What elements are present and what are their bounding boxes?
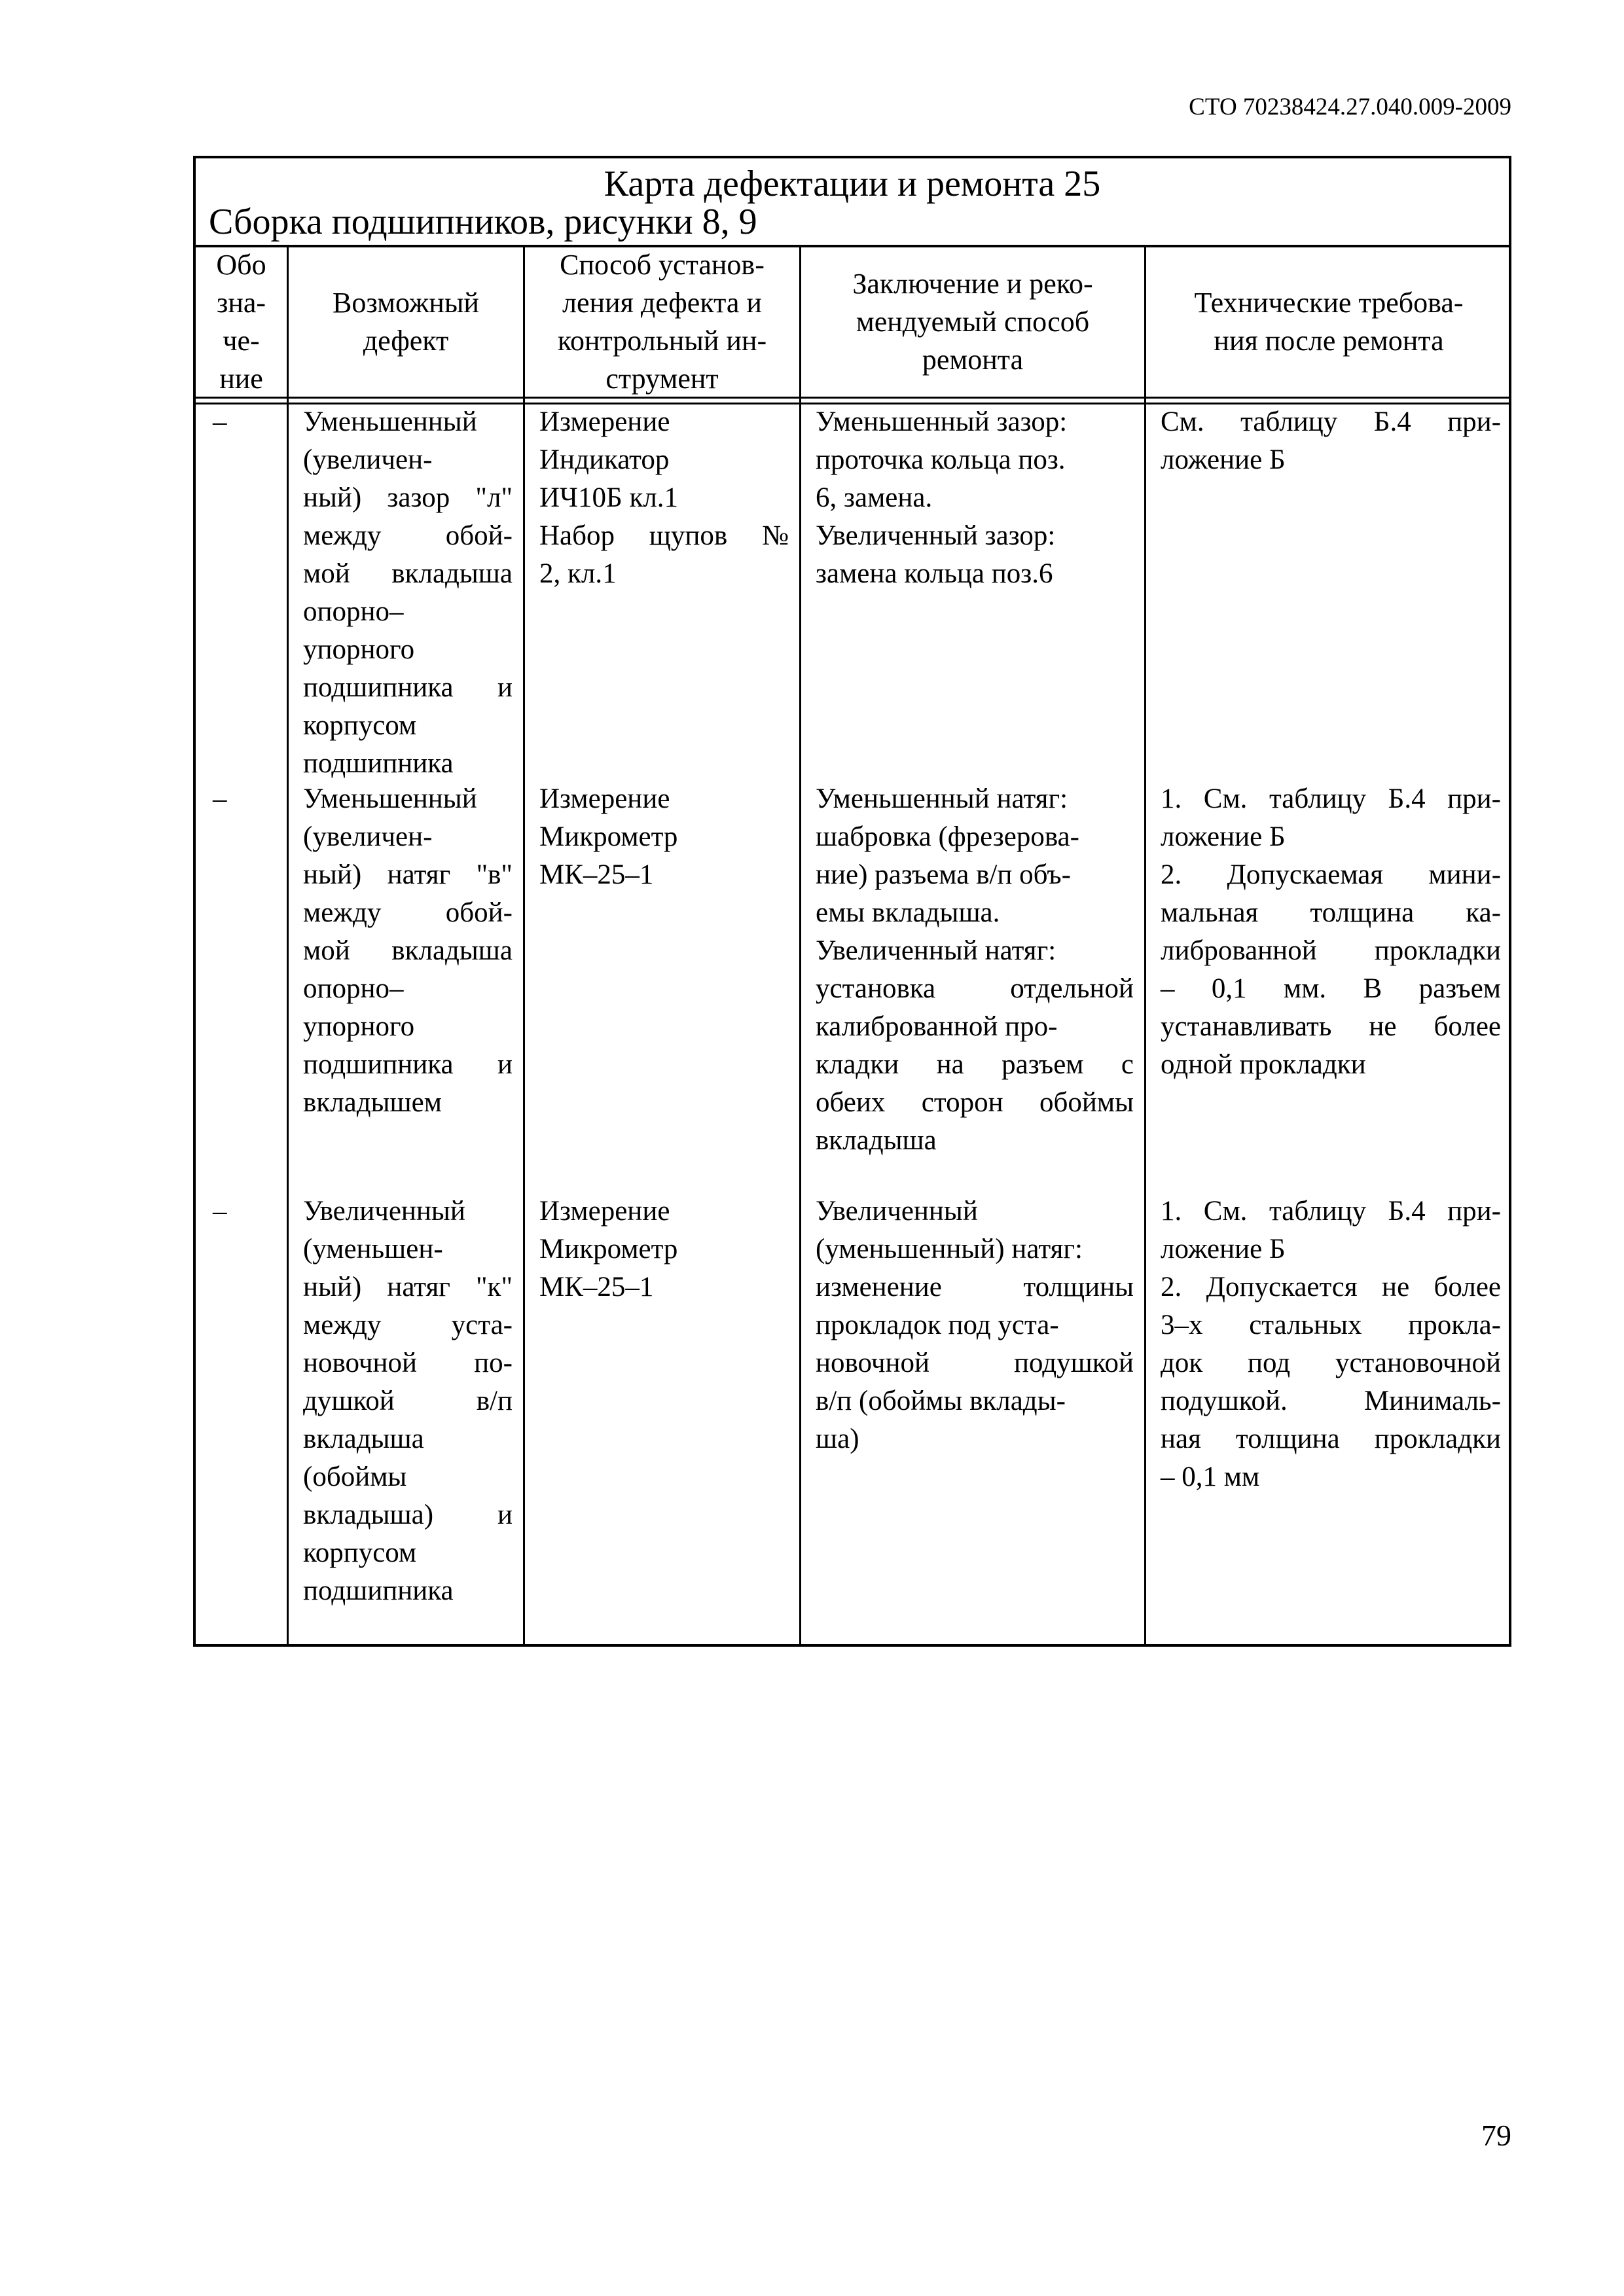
cell-text-line: Измерение xyxy=(539,1196,670,1227)
conclusion-cell xyxy=(816,403,1134,593)
header-designation xyxy=(196,247,287,397)
header-detection-method xyxy=(525,247,799,397)
column-divider xyxy=(799,245,801,1644)
cell-text-line: (обоймы xyxy=(303,1462,407,1492)
cell-text-line: подшипника и xyxy=(303,672,513,703)
cell-text-line: ная толщина прокладки xyxy=(1161,1424,1501,1454)
conclusion-cell xyxy=(816,780,1134,1160)
header-text-line: контрольный ин- xyxy=(557,325,767,357)
defect-card-table xyxy=(193,156,1511,1647)
method-cell xyxy=(539,403,789,593)
cell-text-line: Уменьшенный натяг: xyxy=(816,783,1068,814)
header-text-line: че- xyxy=(223,325,260,357)
cell-text-line: калиброванной про- xyxy=(816,1011,1058,1042)
cell-text-line: ложение Б xyxy=(1161,821,1286,852)
cell-text-line: подшипника и xyxy=(303,1049,513,1080)
cell-text-line: вкладыша xyxy=(303,1424,424,1454)
column-divider xyxy=(1144,245,1146,1644)
cell-text-line: См. таблицу Б.4 при- xyxy=(1161,406,1501,437)
designation-cell: – xyxy=(213,406,227,437)
cell-text-line: Индикатор xyxy=(539,444,670,475)
requirements-cell xyxy=(1161,780,1501,1084)
cell-text-line: изменение толщины xyxy=(816,1272,1134,1302)
cell-text-line: обеих сторон обоймы xyxy=(816,1087,1134,1118)
cell-text-line: опорно– xyxy=(303,596,404,627)
cell-text-line: Микрометр xyxy=(539,821,678,852)
cell-text-line: шабровка (фрезерова- xyxy=(816,821,1079,852)
cell-text-line: мальная толщина ка- xyxy=(1161,897,1501,928)
cell-text-line: Измерение xyxy=(539,783,670,814)
cell-text-line: 2, кл.1 xyxy=(539,558,617,589)
cell-text-line: – 0,1 мм xyxy=(1161,1462,1260,1492)
defect-cell xyxy=(303,780,513,1122)
cell-text-line: – 0,1 мм. В разъем xyxy=(1161,973,1501,1004)
designation-cell: – xyxy=(213,783,227,814)
cell-text-line: корпусом xyxy=(303,710,417,741)
page-number: 79 xyxy=(1481,2119,1511,2152)
header-conclusion xyxy=(801,247,1144,397)
cell-text-line: установка отдельной xyxy=(816,973,1134,1004)
cell-text-line: одной прокладки xyxy=(1161,1049,1366,1080)
cell-text-line: Увеличенный зазор: xyxy=(816,520,1056,551)
header-text-line: дефект xyxy=(363,325,449,357)
cell-text-line: (уменьшенный) натяг: xyxy=(816,1234,1083,1265)
cell-text-line: (увеличен- xyxy=(303,444,433,475)
header-text-line: струмент xyxy=(605,363,719,395)
header-text-line: ления дефекта и xyxy=(562,287,762,319)
cell-text-line: Уменьшенный xyxy=(303,783,477,814)
header-text-line: ния после ремонта xyxy=(1214,325,1444,357)
cell-text-line: проточка кольца поз. xyxy=(816,444,1066,475)
cell-text-line: 2. Допускаемая мини- xyxy=(1161,859,1501,890)
cell-text-line: замена кольца поз.6 xyxy=(816,558,1053,589)
cell-text-line: вкладыша xyxy=(816,1125,937,1156)
cell-text-line: подшипника xyxy=(303,1575,454,1606)
header-text-line: мендуемый способ xyxy=(856,306,1090,338)
cell-text-line: 2. Допускается не более xyxy=(1161,1272,1501,1302)
cell-text-line: Микрометр xyxy=(539,1234,678,1265)
cell-text-line: Уменьшенный зазор: xyxy=(816,406,1068,437)
cell-text-line: кладки на разъем с xyxy=(816,1049,1134,1080)
conclusion-cell xyxy=(816,1193,1134,1458)
cell-text-line: ша) xyxy=(816,1424,859,1454)
cell-text-line: между обой- xyxy=(303,520,513,551)
cell-text-line: док под установочной xyxy=(1161,1348,1501,1378)
method-cell xyxy=(539,1193,789,1306)
header-text-line: зна- xyxy=(216,287,266,319)
header-text-line: ремонта xyxy=(922,344,1024,376)
cell-text-line: ный) зазор "л" xyxy=(303,482,513,513)
card-subtitle: Сборка подшипников, рисунки 8, 9 xyxy=(209,202,757,242)
cell-text-line: Увеличенный xyxy=(303,1196,465,1227)
cell-text-line: опорно– xyxy=(303,973,404,1004)
cell-text-line: ние) разъема в/п объ- xyxy=(816,859,1071,890)
cell-text-line: прокладок под уста- xyxy=(816,1310,1059,1340)
cell-text-line: ложение Б xyxy=(1161,444,1286,475)
cell-text-line: вкладыша) и xyxy=(303,1499,513,1530)
cell-text-line: мой вкладыша xyxy=(303,935,513,966)
cell-text-line: упорного xyxy=(303,1011,415,1042)
cell-text-line: новочной по- xyxy=(303,1348,513,1378)
cell-text-line: (увеличен- xyxy=(303,821,433,852)
column-divider xyxy=(287,245,289,1644)
cell-text-line: Увеличенный xyxy=(816,1196,978,1227)
cell-text-line: упорного xyxy=(303,634,415,665)
header-text-line: Технические требова- xyxy=(1194,287,1464,319)
cell-text-line: емы вкладыша. xyxy=(816,897,1000,928)
header-text-line: Обо xyxy=(216,249,266,281)
cell-text-line: подушкой. Минималь- xyxy=(1161,1386,1501,1416)
cell-text-line: корпусом xyxy=(303,1537,417,1568)
designation-cell: – xyxy=(213,1196,227,1227)
cell-text-line: 3–х стальных прокла- xyxy=(1161,1310,1501,1340)
cell-text-line: ный) натяг "к" xyxy=(303,1272,513,1302)
defect-cell xyxy=(303,1193,513,1610)
cell-text-line: устанавливать не более xyxy=(1161,1011,1501,1042)
cell-text-line: Измерение xyxy=(539,406,670,437)
header-possible-defect xyxy=(289,247,523,397)
cell-text-line: новочной подушкой xyxy=(816,1348,1134,1378)
cell-text-line: 1. См. таблицу Б.4 при- xyxy=(1161,1196,1501,1227)
method-cell xyxy=(539,780,789,894)
card-title-block xyxy=(196,158,1509,247)
requirements-cell xyxy=(1161,403,1501,479)
cell-text-line: ный) натяг "в" xyxy=(303,859,513,890)
cell-text-line: МК–25–1 xyxy=(539,1272,654,1302)
cell-text-line: либрованной прокладки xyxy=(1161,935,1501,966)
cell-text-line: (уменьшен- xyxy=(303,1234,443,1265)
requirements-cell xyxy=(1161,1193,1501,1496)
cell-text-line: 6, замена. xyxy=(816,482,933,513)
header-text-line: ние xyxy=(219,363,263,395)
header-requirements xyxy=(1146,247,1511,397)
header-text-line: Заключение и реко- xyxy=(852,268,1093,300)
cell-text-line: Увеличенный натяг: xyxy=(816,935,1056,966)
card-title: Карта дефектации и ремонта 25 xyxy=(604,164,1101,204)
cell-text-line: 1. См. таблицу Б.4 при- xyxy=(1161,783,1501,814)
defect-cell xyxy=(303,403,513,783)
cell-text-line: ложение Б xyxy=(1161,1234,1286,1265)
cell-text-line: в/п (обоймы вклады- xyxy=(816,1386,1066,1416)
cell-text-line: между уста- xyxy=(303,1310,513,1340)
cell-text-line: МК–25–1 xyxy=(539,859,654,890)
cell-text-line: Набор щупов № xyxy=(539,520,789,551)
cell-text-line: подшипника xyxy=(303,748,454,779)
cell-text-line: душкой в/п xyxy=(303,1386,513,1416)
header-text-line: Возможный xyxy=(333,287,479,319)
column-divider xyxy=(523,245,525,1644)
cell-text-line: Уменьшенный xyxy=(303,406,477,437)
header-text-line: Способ установ- xyxy=(560,249,765,281)
cell-text-line: ИЧ10Б кл.1 xyxy=(539,482,679,513)
cell-text-line: между обой- xyxy=(303,897,513,928)
cell-text-line: вкладышем xyxy=(303,1087,442,1118)
document-code: СТО 70238424.27.040.009-2009 xyxy=(1189,94,1511,120)
cell-text-line: мой вкладыша xyxy=(303,558,513,589)
